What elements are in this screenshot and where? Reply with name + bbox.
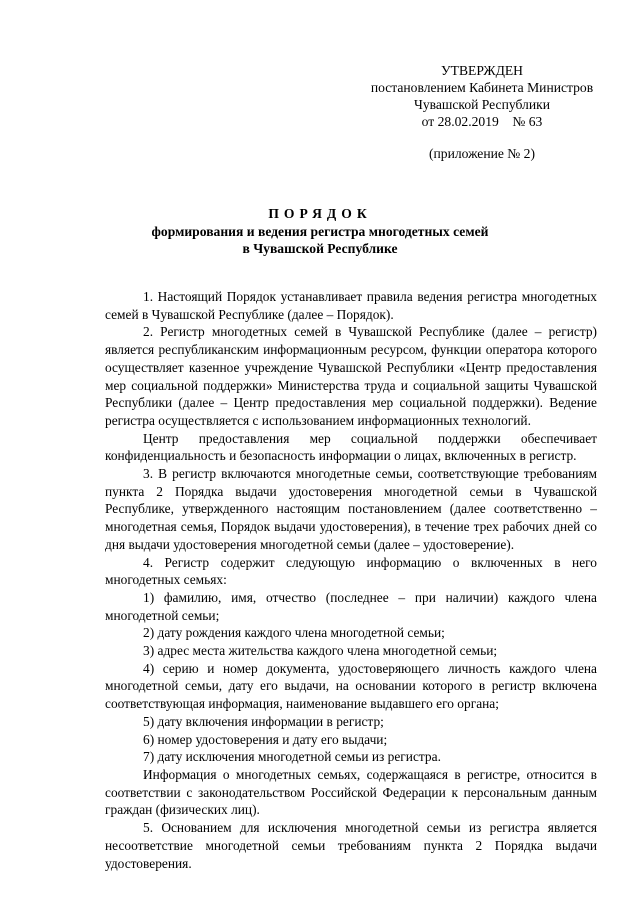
list-item: 3) адрес места жительства каждого члена многодетной семьи; (143, 643, 498, 659)
paragraph: 1. Настоящий Порядок устанавливает правила ведения регистра многодетных семей в Чувашской Республике (далее – Порядок). (105, 289, 597, 322)
title-main: ПОРЯДОК (268, 206, 372, 221)
paragraph: Информация о многодетных семьях, содержащаяся в регистре, относится в соответствии с законодательством Российской Федерации к персональным данным граждан (физических лиц). (105, 766, 597, 818)
list-item: 2) дату рождения каждого члена многодетной семьи; (143, 625, 445, 641)
paragraph: 5. Основанием для исключения многодетной семьи из регистра является несоответствие многодетной семьи требованиям пункта 2 Порядка выдачи удостоверения. (105, 820, 597, 871)
approval-line-1: УТВЕРЖДЕН (441, 63, 523, 78)
paragraph: Центр предоставления мер социальной поддержки обеспечивает конфиденциальность и безопасность информации о лицах, включенных в регистр. (105, 430, 597, 464)
list-item: 7) дату исключения многодетной семьи из регистра. (143, 749, 441, 765)
paragraph: 2. Регистр многодетных семей в Чувашской Республике (далее – регистр) является республиканским информационным ресурсом, функции оператора которого осуществляет казенное учреждение Чувашской Республики «Центр предоставления мер социальной поддержки» Министерства труда и социальной защиты Чувашской Республики (далее – Центр предоставления мер социальной поддержки). Ведение регистра осуществляется с использованием информационных технологий. (105, 324, 597, 428)
title-subtitle-2: в Чувашской Республике (242, 241, 398, 256)
paragraph: 4. Регистр содержит следующую информацию о включенных в него многодетных семьях: (105, 554, 597, 588)
approval-line-2: постановлением Кабинета Министров (370, 80, 594, 95)
list-item: 1) фамилию, имя, отчество (последнее – при наличии) каждого члена многодетной семьи; (105, 589, 597, 623)
paragraph: 3. В регистр включаются многодетные семьи, соответствующие требованиям пункта 2 Порядка выдачи удостоверения многодетной семьи в Чувашской Республике, утвержденного настоящим постановлением (далее соответственно – многодетная семья, Порядок выдачи удостоверения), в течение трех рабочих дней со дня выдачи удостоверения многодетной семьи (далее – удостоверение). (105, 466, 597, 552)
approval-stamp (362, 62, 602, 130)
approval-line-3: Чувашской Республики (414, 97, 550, 112)
title-subtitle-1: формирования и ведения регистра многодетных семей (151, 224, 489, 239)
list-item: 6) номер удостоверения и дату его выдачи; (143, 731, 388, 747)
document-title (60, 205, 580, 257)
document-body (105, 288, 597, 872)
appendix-note: (приложение № 2) (428, 146, 536, 161)
list-item: 4) серию и номер документа, удостоверяющего личность каждого члена многодетной семьи, дату его выдачи, на основании которого в регистр включена соответствующая информация, наименование выдавшего его органа; (105, 660, 597, 712)
approval-line-4: от 28.02.2019 № 63 (421, 114, 543, 129)
list-item: 5) дату включения информации в регистр; (143, 713, 384, 729)
